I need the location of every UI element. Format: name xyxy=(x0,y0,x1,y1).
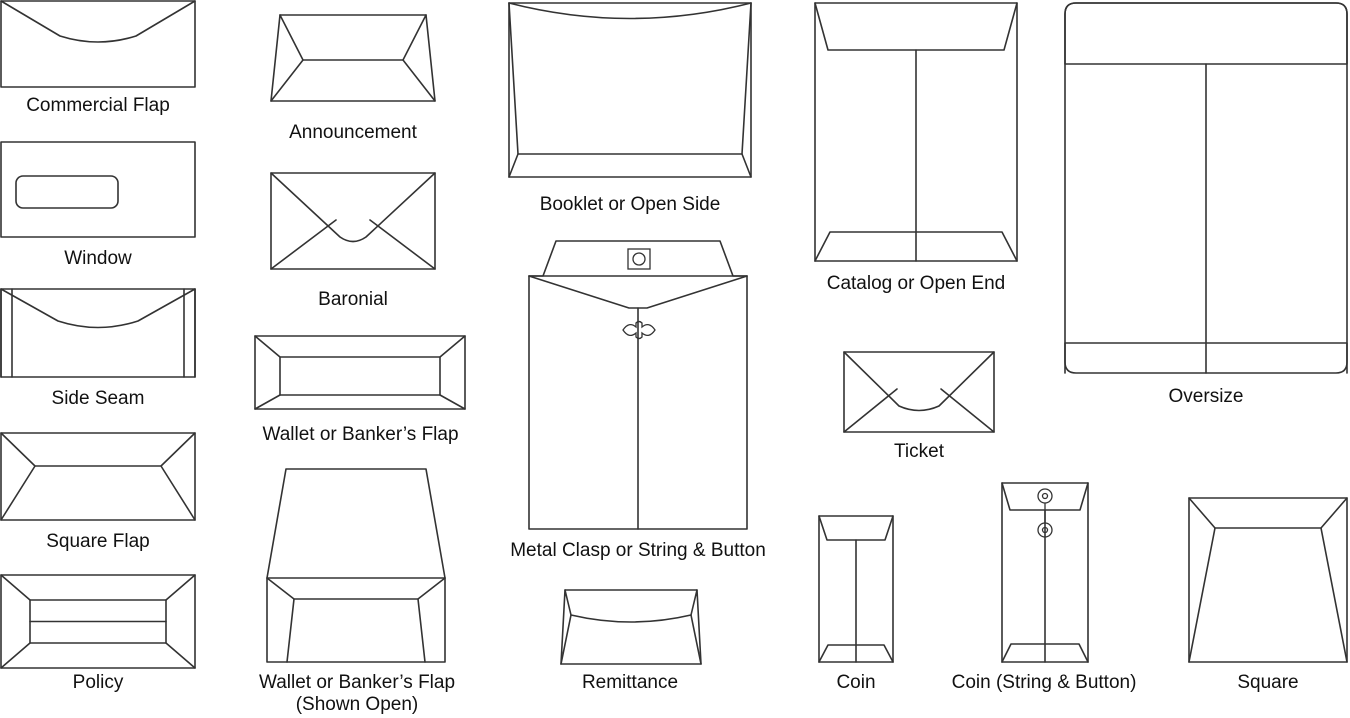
envelope-side-seam xyxy=(0,288,196,378)
caption-remittance: Remittance xyxy=(581,672,679,693)
envelope-oversize xyxy=(1064,2,1348,374)
caption-line-2: (Shown Open) xyxy=(295,694,419,716)
caption-square-flap: Square Flap xyxy=(46,531,150,552)
caption-wallet-or-bankers-flap: Wallet or Banker’s Flap xyxy=(262,424,459,445)
envelope-coin-string-and-button xyxy=(1001,482,1089,663)
caption-booklet-or-open-side: Booklet or Open Side xyxy=(539,194,721,215)
envelope-window xyxy=(0,141,196,238)
envelope-booklet-or-open-side xyxy=(508,2,752,178)
caption-square: Square xyxy=(1237,672,1299,693)
envelope-remittance xyxy=(560,589,702,665)
envelope-commercial-flap xyxy=(0,0,196,88)
caption-commercial-flap: Commercial Flap xyxy=(26,95,170,116)
caption-coin: Coin xyxy=(836,672,876,693)
caption-wallet-or-bankers-flap-shown-open xyxy=(243,672,471,717)
envelope-square xyxy=(1188,497,1348,663)
caption-line-1: Wallet or Banker’s Flap xyxy=(258,672,456,693)
envelope-announcement xyxy=(270,14,436,102)
caption-baronial: Baronial xyxy=(318,289,388,310)
envelope-baronial xyxy=(270,172,436,270)
caption-side-seam: Side Seam xyxy=(51,388,145,409)
envelope-wallet-or-bankers-flap-shown-open xyxy=(266,468,446,663)
caption-ticket: Ticket xyxy=(894,441,944,462)
envelope-square-flap xyxy=(0,432,196,521)
caption-coin-string-and-button: Coin (String & Button) xyxy=(951,672,1137,693)
envelope-catalog-or-open-end xyxy=(814,2,1018,262)
envelope-wallet-or-bankers-flap xyxy=(254,335,466,410)
envelope-coin xyxy=(818,515,894,663)
caption-policy: Policy xyxy=(72,672,124,693)
caption-catalog-or-open-end: Catalog or Open End xyxy=(826,273,1006,294)
caption-window: Window xyxy=(64,248,132,269)
envelope-ticket xyxy=(843,351,995,433)
envelope-policy xyxy=(0,574,196,669)
caption-metal-clasp-or-string-and-button: Metal Clasp or String & Button xyxy=(510,540,766,561)
caption-announcement: Announcement xyxy=(289,122,417,143)
envelope-metal-clasp-or-string-and-button xyxy=(528,240,748,530)
caption-oversize: Oversize xyxy=(1168,386,1244,407)
